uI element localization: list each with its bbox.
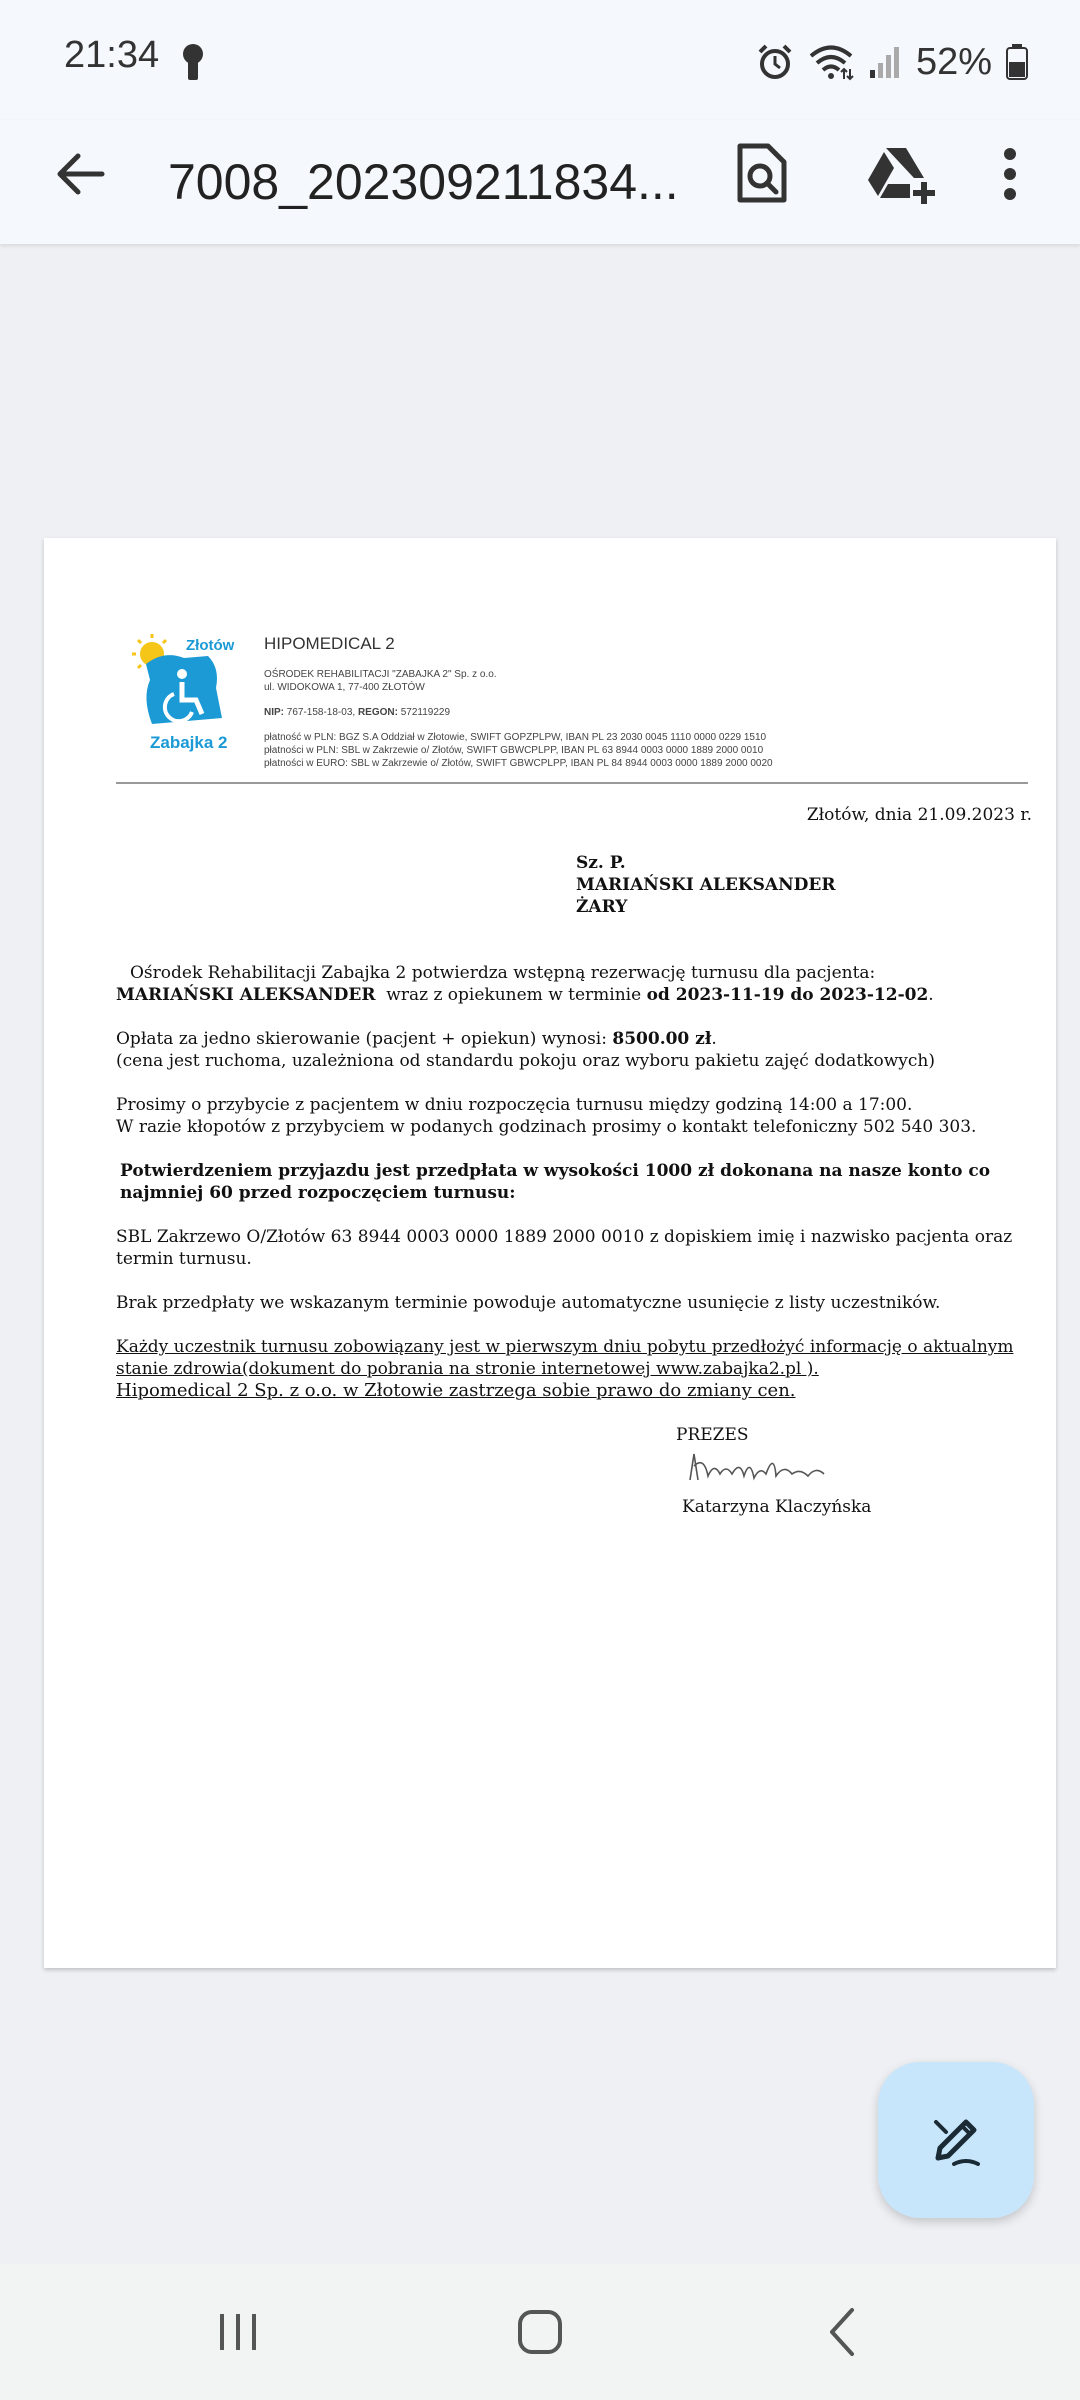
logo-text-bottom: Zabajka 2 xyxy=(150,733,228,752)
paragraph-prepayment: Potwierdzeniem przyjazdu jest przedpłata w wysokości 1000 zł dokonana na nasze konto co najmniej 60 przed rozpoczęciem turnusu: xyxy=(120,1161,991,1203)
letterhead-text xyxy=(264,628,773,770)
find-in-document-button[interactable] xyxy=(726,138,798,210)
stay-dates: od 2023-11-19 do 2023-12-02 xyxy=(646,985,929,1005)
letter-date: Złotów, dnia 21.09.2023 r. xyxy=(806,805,1032,825)
save-to-drive-button[interactable] xyxy=(862,138,942,210)
nav-back-button[interactable] xyxy=(802,2302,882,2362)
address-line-3: ŻARY xyxy=(576,897,628,917)
bank-line2: płatności w PLN: SBL w Zakrzewie o/ Złotów, SWIFT GBWCPLPP, IBAN PL 63 8944 0003 0000 1889 2000 0010 xyxy=(264,745,764,756)
document-title: 7008_202309211834... xyxy=(168,154,679,210)
edit-pen-icon xyxy=(924,2108,988,2172)
reservation-mid: wraz z opiekunem w terminie xyxy=(386,985,642,1005)
arrival-line2: W razie kłopotów z przybyciem w podanych godzinach prosimy o kontakt telefoniczny 502 540 303. xyxy=(116,1117,977,1137)
arrival-line1: Prosimy o przybycie z pacjentem w dniu rozpoczęcia turnusu między godziną 14:00 a 17:00. xyxy=(116,1095,913,1115)
more-options-button[interactable] xyxy=(982,138,1038,210)
paragraph-fee xyxy=(116,1028,1032,1072)
reservation-intro: Ośrodek Rehabilitacji Zabajka 2 potwierdza wstępną rezerwację turnusu dla pacjenta: xyxy=(130,963,876,983)
paragraph-arrival xyxy=(116,1094,1032,1138)
company-ids xyxy=(264,706,773,719)
handwritten-signature xyxy=(684,1446,834,1490)
signature-name: Katarzyna Klaczyńska xyxy=(682,1497,872,1517)
recent-apps-button[interactable] xyxy=(198,2302,278,2362)
nip-label: NIP: xyxy=(264,707,284,718)
letterhead xyxy=(124,628,1024,798)
recipient-address xyxy=(576,852,1032,918)
key-icon xyxy=(180,42,206,82)
arrow-back-icon xyxy=(48,142,112,206)
fee-text: Opłata za jedno skierowanie (pacjent + opiekun) wynosi: xyxy=(116,1029,607,1049)
letterhead-divider xyxy=(116,782,1028,784)
patient-name: MARIAŃSKI ALEKSANDER xyxy=(116,985,376,1005)
letter-body xyxy=(116,796,1032,1518)
company-name: HIPOMEDICAL 2 xyxy=(264,634,395,653)
status-bar xyxy=(0,0,1080,120)
fee-amount: 8500.00 zł xyxy=(612,1029,712,1049)
drive-add-icon xyxy=(866,144,938,204)
paragraph-reservation xyxy=(116,962,1032,1006)
regon-label: REGON: xyxy=(357,707,398,718)
pdf-page[interactable] xyxy=(44,538,1056,1968)
home-button[interactable] xyxy=(500,2302,580,2362)
status-icons xyxy=(756,32,1028,92)
annotate-fab[interactable] xyxy=(878,2062,1034,2218)
battery-percent: 52% xyxy=(915,40,992,83)
home-icon xyxy=(516,2308,564,2356)
regon-value: 572119229 xyxy=(400,707,451,718)
signature-block xyxy=(676,1424,1032,1518)
fee-end: . xyxy=(711,1029,717,1049)
bank-line3: płatności w EURO: SBL w Zakrzewie o/ Złotów, SWIFT GBWCPLPP, IBAN PL 84 8944 0003 0000 1889 2000 0020 xyxy=(264,758,773,769)
logo-graphic xyxy=(124,628,244,758)
company-line1: OŚRODEK REHABILITACJI "ZABAJKA 2" Sp. z o.o. xyxy=(264,669,497,680)
system-nav-bar xyxy=(0,2264,1080,2400)
address-line-1: Sz. P. xyxy=(576,853,626,873)
wifi-icon xyxy=(808,43,854,81)
status-time: 21:34 xyxy=(64,34,160,76)
app-bar xyxy=(0,120,1080,244)
company-line2: ul. WIDOKOWA 1, 77-400 ZŁOTÓW xyxy=(264,682,425,693)
reservation-end: . xyxy=(928,985,934,1005)
address-line-2: MARIAŃSKI ALEKSANDER xyxy=(576,875,836,895)
alarm-icon xyxy=(756,43,794,81)
back-icon xyxy=(824,2306,860,2358)
battery-icon xyxy=(1006,44,1028,80)
paragraph-price-change: Hipomedical 2 Sp. z o.o. w Złotowie zastrzega sobie prawo do zmiany cen. xyxy=(116,1380,796,1401)
back-button[interactable] xyxy=(48,142,112,206)
signal-icon xyxy=(868,44,902,80)
recent-apps-icon xyxy=(216,2310,260,2354)
more-vert-icon xyxy=(1002,146,1018,202)
zabajka-logo xyxy=(124,628,244,758)
paragraph-health-info: Każdy uczestnik turnusu zobowiązany jest w pierwszym dniu pobytu przedłożyć informację o aktualnym stanie zdrowia(dokument do pobrania na stronie internetowej www.zabajka2.pl ). xyxy=(116,1337,1014,1379)
document-search-icon xyxy=(734,142,790,206)
fee-note: (cena jest ruchoma, uzależniona od standardu pokoju oraz wyboru pakietu zajęć dodatkowych) xyxy=(116,1051,935,1071)
bank-line1: płatność w PLN: BGZ S.A Oddział w Złotowie, SWIFT GOPZPLPW, IBAN PL 23 2030 0045 1110 0000 0229 1510 xyxy=(264,732,767,743)
paragraph-no-prepayment: Brak przedpłaty we wskazanym terminie powoduje automatyczne usunięcie z listy uczestników. xyxy=(116,1293,941,1313)
nip-value: 767-158-18-03, xyxy=(286,707,356,718)
logo-text-top: Złotów xyxy=(186,637,235,654)
paragraph-account: SBL Zakrzewo O/Złotów 63 8944 0003 0000 1889 2000 0010 z dopiskiem imię i nazwisko pacjenta oraz termin turnusu. xyxy=(116,1227,1013,1269)
signature-title: PREZES xyxy=(676,1425,749,1445)
